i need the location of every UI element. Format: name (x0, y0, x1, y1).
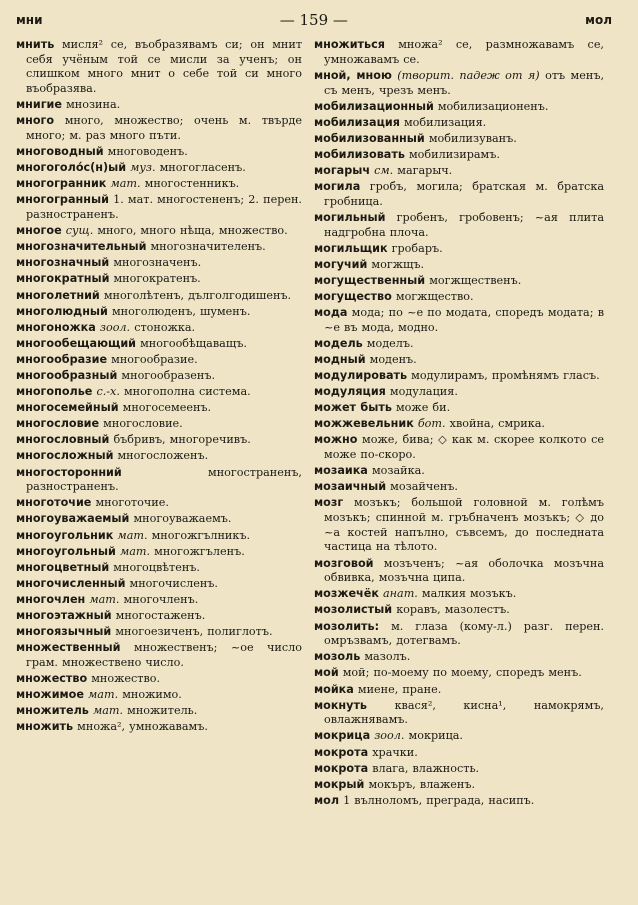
entry-translation: многообѣщаващъ. (140, 336, 247, 350)
dictionary-entry (16, 704, 302, 719)
dictionary-entry (16, 161, 302, 176)
entry-translation: мозъченъ; ~ая оболочка мозъчна обвивка, мозъчна ципа. (324, 556, 604, 585)
entry-translation: многожгъленъ. (154, 544, 245, 558)
entry-headword: многоязычный (16, 625, 112, 639)
right-column (314, 38, 604, 899)
dictionary-entry (314, 746, 604, 761)
entry-grammar-label: сущ. (65, 224, 94, 238)
entry-headword: можжевельник (314, 417, 414, 431)
entry-headword: многолюдный (16, 304, 108, 318)
dictionary-entry (314, 353, 604, 368)
dictionary-entry (314, 587, 604, 602)
dictionary-entry (16, 38, 302, 97)
entry-grammar-label: анат. (382, 587, 418, 601)
entry-grammar-label: бот. (417, 417, 446, 431)
dictionary-entry (314, 496, 604, 555)
entry-headword: мокрота (314, 745, 369, 759)
entry-headword: модулировать (314, 369, 408, 383)
dictionary-entry (16, 609, 302, 624)
entry-headword: мозолистый (314, 603, 393, 617)
entry-headword: многословие (16, 417, 100, 431)
dictionary-entry (16, 625, 302, 640)
entry-headword: мол (314, 793, 340, 807)
entry-headword: многополье (16, 385, 93, 399)
dictionary-entry (314, 180, 604, 209)
dictionary-entry (16, 577, 302, 592)
entry-headword: мозаика (314, 464, 368, 478)
dictionary-entry (16, 240, 302, 255)
entry-headword: многоугольный (16, 544, 116, 558)
entry-translation: малкия мозъкъ. (421, 587, 517, 601)
entry-headword: множественный (16, 641, 121, 655)
entry-headword: многообещающий (16, 336, 137, 350)
entry-translation: м. глаза (кому-л.) разг. перен. омръзвамъ, дотегвамъ. (324, 619, 604, 648)
entry-translation: храчки. (372, 745, 418, 759)
entry-translation: многостенникъ. (144, 177, 240, 191)
dictionary-entry (16, 641, 302, 670)
entry-headword: множиться (314, 38, 385, 51)
entry-grammar-label: с.-х. (96, 385, 120, 399)
page-number: — 159 — (279, 11, 348, 29)
dictionary-entry (16, 256, 302, 271)
dictionary-entry (314, 464, 604, 479)
entry-headword: множимое (16, 688, 84, 702)
entry-translation: множественъ; ~ое число грам. множествено число. (26, 641, 302, 669)
entry-translation: мобилизация. (403, 115, 487, 129)
entry-headword: множество (16, 672, 88, 686)
dictionary-entry (314, 433, 604, 462)
dictionary-entry (314, 699, 604, 728)
dictionary-entry (16, 688, 302, 703)
entry-grammar-label: (творит. падеж от я) (397, 68, 540, 82)
entry-headword: многое (16, 224, 62, 238)
entry-headword: могильный (314, 210, 386, 224)
entry-headword: мнить (16, 38, 55, 51)
entry-headword: множитель (16, 704, 89, 718)
dictionary-entry (16, 224, 302, 239)
entry-translation: мазолъ. (364, 650, 411, 664)
entry-translation: 1 вълноломъ, преграда, насипъ. (343, 793, 535, 807)
entry-headword: многогранный (16, 193, 109, 207)
entry-headword: могила (314, 180, 361, 194)
entry-translation: мисля² се, въобразявамъ си; он мнит себя учёным той се мисли за ученъ; он слишком много мнит о себе той си много въобразява. (26, 38, 302, 96)
entry-headword: можно (314, 433, 358, 447)
entry-grammar-label: мат. (119, 544, 151, 558)
dictionary-entry (314, 401, 604, 416)
dictionary-entry (314, 258, 604, 273)
entry-translation: моделъ. (366, 336, 414, 350)
entry-translation: мнозина. (66, 98, 121, 112)
entry-translation: гробаръ. (391, 241, 443, 255)
entry-translation: мозъкъ; большой головной м. голѣмъ мозъкъ; спинной м. гръбначенъ мозъкъ; ◇ до ~а костей напълно, съвсемъ, до последната частица на тѣлото. (324, 496, 604, 554)
dictionary-entry (314, 666, 604, 681)
entry-translation: миене, пране. (357, 682, 442, 696)
dictionary-entry (314, 100, 604, 115)
dictionary-entry (16, 98, 302, 113)
entry-translation: мокрица. (408, 729, 463, 743)
dictionary-entry (314, 650, 604, 665)
entry-headword: мозговой (314, 556, 374, 570)
dictionary-entry (16, 193, 302, 222)
entry-headword: многоуважаемый (16, 512, 130, 526)
entry-translation: многообразенъ. (121, 369, 216, 383)
dictionary-entry (314, 337, 604, 352)
entry-headword: многократный (16, 272, 110, 286)
entry-headword: многообразный (16, 369, 118, 383)
dictionary-entry (314, 132, 604, 147)
entry-translation: хвойна, смрика. (449, 417, 545, 431)
dictionary-entry (314, 603, 604, 618)
dictionary-entry (16, 433, 302, 448)
entry-headword: мозжечёк (314, 587, 379, 601)
entry-headword: могущественный (314, 273, 426, 287)
entry-translation: мобилизирамъ. (408, 147, 500, 161)
dictionary-entry (16, 593, 302, 608)
entry-translation: влага, влажность. (372, 761, 480, 775)
dictionary-entry (16, 529, 302, 544)
entry-translation: многозначенъ. (113, 256, 202, 270)
dictionary-entry (314, 683, 604, 698)
entry-translation: гробъ, могила; братская м. братска гробница. (324, 180, 604, 208)
dictionary-entry (314, 620, 604, 649)
entry-translation: мобилизуванъ. (428, 131, 517, 145)
entry-translation: многосемеенъ. (122, 401, 212, 415)
entry-translation: много, много нѣща, множество. (97, 224, 288, 238)
dictionary-entry (314, 164, 604, 179)
entry-headword: мойка (314, 682, 354, 696)
entry-translation: многозначителенъ. (150, 240, 266, 254)
dictionary-entry (16, 272, 302, 287)
entry-translation: мой; по-моему по моему, споредъ менъ. (342, 666, 582, 680)
entry-headword: мокрый (314, 777, 365, 791)
entry-headword: мокрота (314, 761, 369, 775)
entry-headword: мокрица (314, 729, 371, 743)
entry-translation: мобилизационенъ. (437, 99, 549, 113)
entry-headword: многочлен (16, 592, 86, 606)
entry-translation: множество. (91, 672, 161, 686)
entry-grammar-label: мат. (92, 704, 124, 718)
dictionary-entry (314, 729, 604, 744)
entry-translation: отъ менъ, съ менъ, чрезъ менъ. (324, 68, 604, 97)
dictionary-entry (16, 321, 302, 336)
header-left-word: мни (16, 13, 43, 27)
entry-translation: магарыч. (397, 163, 453, 177)
entry-translation: моденъ. (369, 352, 417, 366)
entry-translation: многожгълникъ. (151, 528, 251, 542)
dictionary-entry (314, 794, 604, 809)
dictionary-entry (314, 480, 604, 495)
entry-translation: многообразие. (111, 352, 198, 366)
entry-grammar-label: зоол. (374, 729, 405, 743)
dictionary-entry (16, 114, 302, 143)
entry-headword: многоэтажный (16, 609, 112, 623)
entry-headword: модель (314, 336, 363, 350)
entry-headword: многословный (16, 433, 110, 447)
dictionary-entry (16, 417, 302, 432)
entry-headword: многосложный (16, 449, 114, 463)
dictionary-entry (314, 290, 604, 305)
entry-grammar-label: мат. (89, 592, 120, 606)
dictionary-entry (314, 69, 604, 98)
entry-headword: многоводный (16, 145, 104, 159)
entry-translation: модулация. (389, 385, 458, 399)
entry-grammar-label: мат. (88, 688, 119, 702)
entry-translation: много, множество; очень м. твърде много; м. раз много пъти. (26, 114, 302, 142)
entry-translation: многосложенъ. (117, 449, 209, 463)
header-right-word: мол (585, 13, 612, 27)
entry-translation: може, бива; ◇ как м. скорее колкото се може по-скоро. (324, 433, 604, 462)
entry-headword: мобилизовать (314, 147, 405, 161)
entry-headword: многосемейный (16, 401, 119, 415)
entry-headword: многосторонний (16, 465, 122, 479)
entry-headword: мокнуть (314, 698, 368, 712)
dictionary-entry (314, 242, 604, 257)
dictionary-entry (314, 385, 604, 400)
entry-translation: многословие. (103, 417, 183, 431)
dictionary-entry (16, 305, 302, 320)
entry-headword: могущество (314, 289, 392, 303)
dictionary-entry (314, 369, 604, 384)
dictionary-entry (314, 417, 604, 432)
entry-translation: многочленъ. (123, 592, 199, 606)
dictionary-entry (16, 353, 302, 368)
entry-translation: многогласенъ. (159, 161, 246, 175)
entry-grammar-label: мат. (110, 177, 141, 191)
dictionary-entry (16, 145, 302, 160)
entry-translation: многоточие. (95, 496, 169, 510)
entry-grammar-label: мат. (117, 528, 148, 542)
entry-translation: многократенъ. (113, 272, 201, 286)
entry-translation: могжщъ. (371, 257, 425, 271)
dictionary-entry (16, 177, 302, 192)
entry-translation: бъбривъ, многоречивъ. (113, 433, 251, 447)
entry-headword: мозолить: (314, 619, 380, 633)
entry-headword: мобилизованный (314, 131, 425, 145)
dictionary-entry (16, 385, 302, 400)
entry-translation: многостаженъ. (115, 609, 206, 623)
entry-translation: множа² се, размножавамъ се, умножавамъ се. (324, 38, 604, 66)
entry-translation: множитель. (127, 704, 198, 718)
entry-headword: многоголо́с(н)ый (16, 161, 127, 175)
entry-translation: могжщество. (395, 289, 474, 303)
entry-translation: стоножка. (134, 320, 196, 334)
entry-headword: многогранник (16, 177, 107, 191)
entry-translation: многоезиченъ, полиглотъ. (115, 625, 273, 639)
entry-headword: мобилизационный (314, 99, 434, 113)
dictionary-entry (16, 561, 302, 576)
entry-headword: могильщик (314, 241, 388, 255)
entry-headword: мозаичный (314, 480, 387, 494)
entry-headword: мобилизация (314, 115, 400, 129)
entry-translation: коравъ, мазолестъ. (396, 603, 510, 617)
entry-headword: мозг (314, 496, 344, 510)
dictionary-entry (314, 38, 604, 67)
entry-translation: модулирамъ, промѣнямъ гласъ. (411, 369, 600, 383)
entry-translation: многочисленъ. (129, 576, 218, 590)
entry-headword: мнигие (16, 98, 62, 112)
entry-headword: модуляция (314, 385, 386, 399)
entry-headword: много (16, 114, 55, 128)
entry-translation: мокъръ, влаженъ. (368, 777, 476, 791)
dictionary-entry (16, 496, 302, 511)
entry-headword: мой (314, 666, 339, 680)
entry-translation: мода; по ~е по модата, споредъ модата; в ~е въ мода, модно. (324, 306, 604, 334)
dictionary-entry (16, 401, 302, 416)
entry-grammar-label: см. (374, 163, 394, 177)
entry-translation: многостраненъ, разностраненъ. (26, 465, 302, 494)
dictionary-entry (16, 289, 302, 304)
entry-translation: може би. (395, 401, 451, 415)
entry-translation: 1. мат. многостененъ; 2. перен. разностраненъ. (26, 193, 302, 222)
entry-headword: многолетний (16, 288, 100, 302)
dictionary-entry (16, 545, 302, 560)
entry-grammar-label: муз. (130, 161, 156, 175)
dictionary-entry (314, 762, 604, 777)
entry-translation: многоцвѣтенъ. (113, 560, 200, 574)
dictionary-entry (314, 211, 604, 240)
dictionary-entry (16, 512, 302, 527)
entry-headword: множить (16, 720, 74, 734)
dictionary-entry (16, 369, 302, 384)
dictionary-entry (314, 116, 604, 131)
entry-headword: мода (314, 306, 348, 320)
entry-headword: многоугольник (16, 528, 114, 542)
entry-translation: многоуважаемъ. (133, 512, 232, 526)
dictionary-entry (314, 306, 604, 335)
dictionary-entry (314, 274, 604, 289)
entry-headword: могучий (314, 257, 368, 271)
entry-translation: мозайченъ. (390, 480, 458, 494)
dictionary-entry (16, 672, 302, 687)
dictionary-entry (16, 337, 302, 352)
entry-translation: многолѣтенъ, дълголгодишенъ. (103, 288, 292, 302)
entry-translation: многополна система. (123, 385, 251, 399)
entry-headword: могарыч (314, 163, 371, 177)
entry-headword: может быть (314, 401, 392, 415)
entry-headword: мозоль (314, 650, 361, 664)
dictionary-entry (314, 778, 604, 793)
dictionary-entry (16, 449, 302, 464)
entry-headword: многозначительный (16, 240, 147, 254)
entry-translation: множимо. (122, 688, 182, 702)
entry-translation: многолюденъ, шуменъ. (111, 304, 251, 318)
page-header (16, 10, 612, 30)
entry-translation: многоводенъ. (107, 145, 188, 159)
entry-headword: многообразие (16, 352, 108, 366)
dictionary-entry (314, 148, 604, 163)
entry-headword: многоточие (16, 496, 92, 510)
entry-headword: мной, мною (314, 68, 392, 82)
entry-translation: квася², кисна¹, намокрямъ, овлажнявамъ. (324, 698, 604, 727)
entry-headword: многоножка (16, 320, 96, 334)
entry-headword: модный (314, 352, 366, 366)
dictionary-entry (16, 720, 302, 735)
entry-headword: многоцветный (16, 560, 110, 574)
entry-translation: гробенъ, гробовенъ; ~ая плита надгробна плоча. (324, 210, 604, 239)
entry-headword: многочисленный (16, 576, 126, 590)
entry-translation: множа², умножавамъ. (77, 720, 208, 734)
dictionary-entry (16, 466, 302, 495)
entry-translation: мозайка. (371, 464, 425, 478)
entry-grammar-label: зоол. (99, 320, 131, 334)
entry-headword: многозначный (16, 256, 110, 270)
left-column (16, 38, 302, 899)
dictionary-entry (314, 557, 604, 586)
entry-translation: могжщественъ. (429, 273, 522, 287)
